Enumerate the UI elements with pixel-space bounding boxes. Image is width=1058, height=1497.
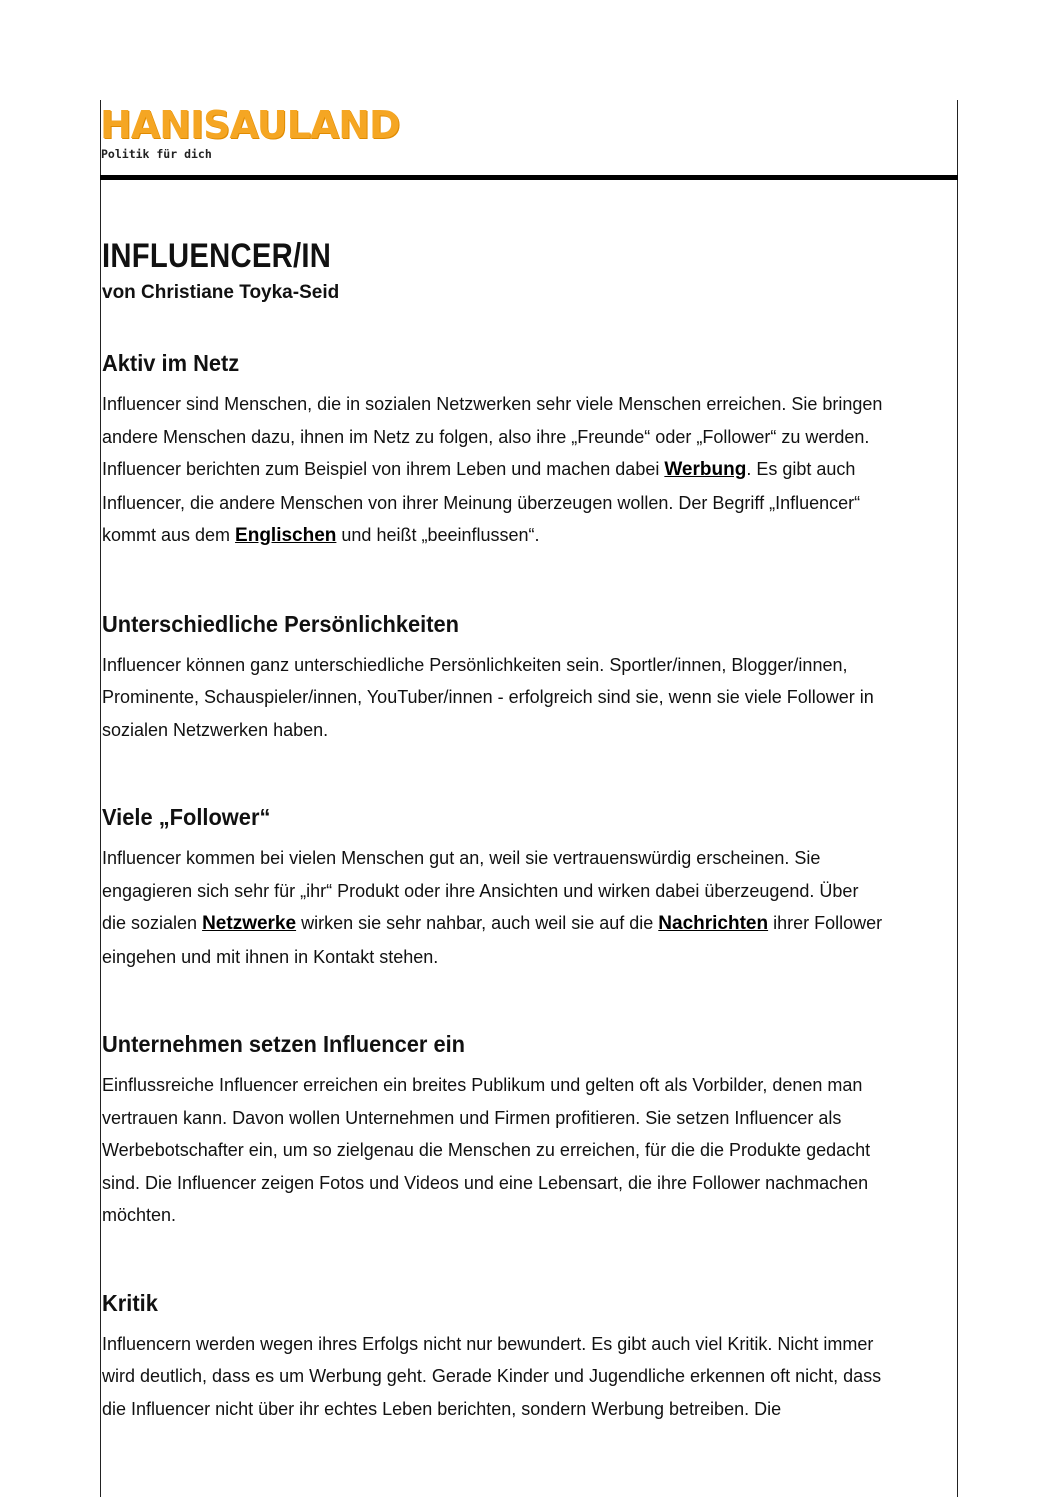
section-heading-follower: Viele „Follower“ bbox=[102, 804, 271, 830]
article-title: INFLUENCER/IN bbox=[102, 237, 332, 275]
text-segment: Influencer kommen bei vielen Menschen gut an, weil sie vertrauenswürdig erscheinen. Sie engagieren sich sehr für „ihr“ Produkt oder ihre Ansichten und wirken dabei überzeugend. Über die sozialen bbox=[102, 848, 859, 933]
article bbox=[102, 234, 952, 1425]
text-segment: und heißt „beeinflussen“. bbox=[336, 525, 540, 545]
text-segment: ihrer Follower eingehen und mit ihnen in Kontakt stehen. bbox=[102, 913, 883, 967]
logo-subtitle: Politik für dich bbox=[101, 147, 212, 161]
section-text-unternehmen: Einflussreiche Influencer erreichen ein breites Publikum und gelten oft als Vorbilder, denen man vertrauen kann. Davon wollen Unternehmen und Firmen profitieren. Sie setzen Influencer als Werbebotschafter ein, um so zielgenau die Menschen zu erreichen, für die die Produkte gedacht sind. Die Influencer zeigen Fotos und Videos und eine Lebensart, die ihre Follower nachmachen möchten. bbox=[102, 1075, 871, 1225]
text-segment: Influencer sind Menschen, die in sozialen Netzwerken sehr viele Menschen erreichen. Sie bringen andere Menschen dazu, ihnen im Netz zu folgen, also ihre „Freunde“ oder „Follower“ zu werden. Influencer berichten zum Beispiel von ihrem Leben und machen dabei bbox=[102, 394, 883, 479]
section-text-follower bbox=[102, 842, 952, 973]
site-logo[interactable] bbox=[100, 103, 400, 164]
link-werbung[interactable]: Werbung bbox=[664, 459, 747, 480]
section-heading-unternehmen: Unternehmen setzen Influencer ein bbox=[102, 1031, 466, 1057]
link-englischen[interactable]: Englischen bbox=[235, 525, 337, 546]
logo-wordmark: HANISAULAND bbox=[100, 103, 400, 147]
article-author: von Christiane Toyka-Seid bbox=[102, 282, 340, 303]
section-heading-persoenlichkeiten: Unterschiedliche Persönlichkeiten bbox=[102, 610, 460, 637]
section-text-aktiv-im-netz bbox=[102, 388, 952, 553]
section-heading-kritik: Kritik bbox=[102, 1289, 158, 1316]
link-nachrichten[interactable]: Nachrichten bbox=[658, 913, 769, 934]
header-divider bbox=[100, 175, 958, 180]
section-text-persoenlichkeiten: Influencer können ganz unterschiedliche Persönlichkeiten sein. Sportler/innen, Blogger/innen, Prominente, Schauspieler/innen, YouTuber/innen - erfolgreich sind sie, wenn sie viele Follower in sozialen Netzwerken haben. bbox=[102, 654, 874, 740]
text-segment: . Es gibt auch Influencer, die andere Menschen von ihrer Meinung überzeugen wollen. Der Begriff „Influencer“ kommt aus dem bbox=[102, 459, 861, 545]
section-heading-aktiv-im-netz: Aktiv im Netz bbox=[102, 350, 240, 376]
link-netzwerke[interactable]: Netzwerke bbox=[202, 913, 297, 934]
text-segment: wirken sie sehr nahbar, auch weil sie auf die bbox=[296, 913, 659, 933]
section-text-kritik: Influencern werden wegen ihres Erfolgs nicht nur bewundert. Es gibt auch viel Kritik. Nicht immer wird deutlich, dass es um Werbung geht. Gerade Kinder und Jugendliche erkennen oft nicht, dass die Influencer nicht über ihr echtes Leben berichten, sondern Werbung betreiben. Die bbox=[102, 1333, 882, 1419]
